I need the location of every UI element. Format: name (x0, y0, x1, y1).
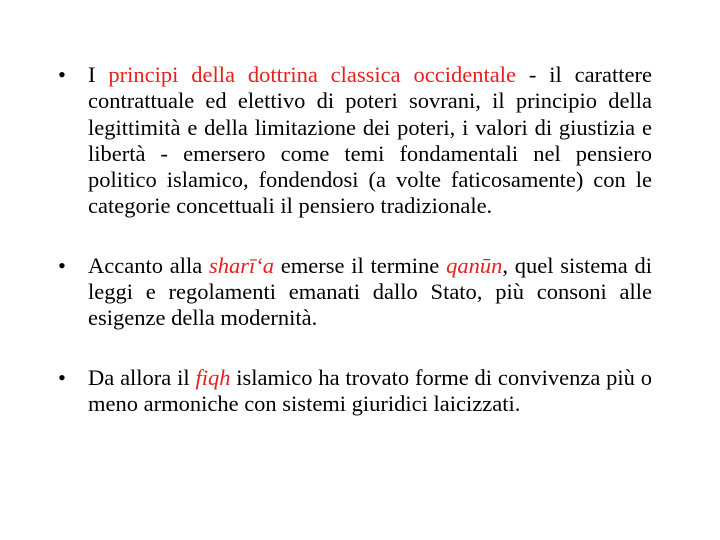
bullet-text-post: - il carattere contrattuale ed elettivo di poteri sovrani, il principio della legittimità e della limitazione dei poteri, i valori di giustizia e libertà - emersero come temi fondamentali nel pensiero politico islamico, fondendosi (a volte faticosamente) con le categorie concettuali il pensiero tradizionale. (88, 62, 653, 219)
bullet-text-pre: Da allora il (88, 364, 196, 390)
term-fiqh: fiqh (195, 364, 231, 390)
bullet-text-post: islamico ha trovato forme di convivenza più o meno armoniche con sistemi giuridici laicizzati. (88, 364, 652, 416)
bullet-text-mid: emerse il termine (274, 252, 447, 278)
bullet-icon: • (58, 62, 66, 87)
bullet-text-pre: I (88, 62, 109, 87)
bullet-item-fiqh (58, 365, 652, 418)
bullet-item-sharia-qanun (58, 253, 652, 332)
bullet-icon: • (58, 364, 66, 390)
term-qanun: qanūn (446, 252, 503, 278)
bullet-text-pre: Accanto alla (88, 252, 209, 278)
highlighted-phrase: principi della dottrina classica occidentale (108, 62, 516, 87)
bullet-text-post: , quel sistema di leggi e regolamenti emanati dallo Stato, più consoni alle esigenze della modernità. (88, 252, 652, 331)
bullet-item-dottrina-classica (58, 62, 652, 220)
bullet-list (58, 62, 652, 417)
term-sharia: sharī‘a (209, 252, 275, 278)
bullet-icon: • (58, 252, 66, 278)
